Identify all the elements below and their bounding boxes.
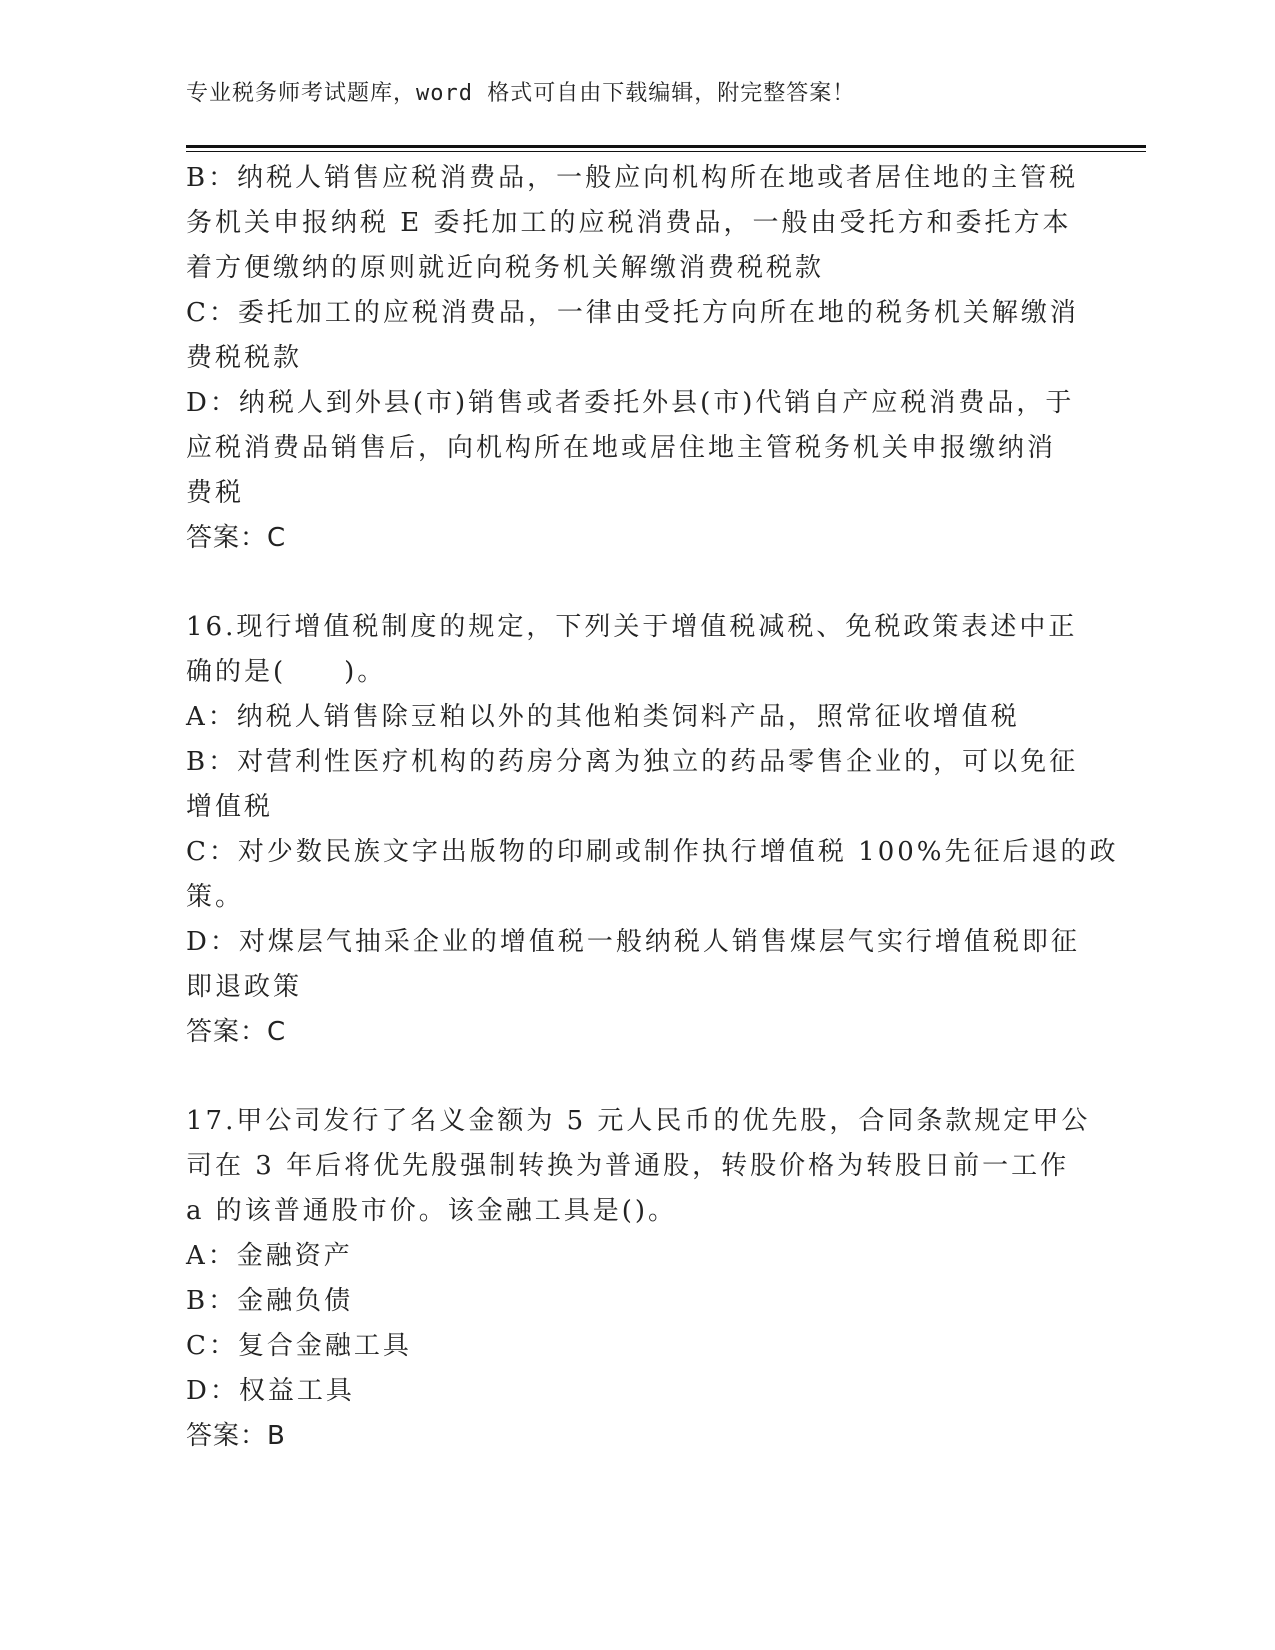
question-17	[186, 1099, 1091, 1459]
answer-16: 答案：C	[186, 1017, 287, 1047]
option-b-line-1: B：对营利性医疗机构的药房分离为独立的药品零售企业的，可以免征	[186, 747, 1079, 777]
question-16	[186, 605, 1119, 1055]
page-header: 专业税务师考试题库，word 格式可自由下载编辑，附完整答案！	[186, 81, 856, 106]
option-c-line-1: C：委托加工的应税消费品，一律由受托方向所在地的税务机关解缴消	[186, 298, 1079, 328]
option-c-line-2: 策。	[186, 882, 245, 912]
question-17-stem-line-1: 17.甲公司发行了名义金额为 5 元人民币的优先股，合同条款规定甲公	[186, 1106, 1091, 1136]
option-b-line-2: 务机关申报纳税 E 委托加工的应税消费品，一般由受托方和委托方本	[186, 208, 1072, 238]
option-b-line-3: 着方便缴纳的原则就近向税务机关解缴消费税税款	[186, 253, 825, 283]
spacer	[186, 1055, 1086, 1099]
spacer	[186, 561, 1086, 605]
option-c-line-1: C：对少数民族文字出版物的印刷或制作执行增值税 100%先征后退的政	[186, 837, 1119, 867]
option-d-line-2: 应税消费品销售后，向机构所在地或居住地主管税务机关申报缴纳消	[186, 433, 1057, 463]
header-rule-thin	[186, 151, 1146, 152]
question-17-stem-line-3: a 的该普通股市价。该金融工具是()。	[186, 1196, 678, 1226]
option-b: B：金融负债	[186, 1286, 354, 1316]
option-c: C：复合金融工具	[186, 1331, 412, 1361]
header-rule-thick	[186, 145, 1146, 148]
answer-15: 答案：C	[186, 523, 287, 553]
question-15-continuation	[186, 156, 1086, 561]
option-a: A：纳税人销售除豆粕以外的其他粕类饲料产品，照常征收增值税	[186, 702, 1020, 732]
option-d-line-3: 费税	[186, 478, 245, 508]
document-body	[186, 156, 1119, 1459]
option-d-line-1: D：纳税人到外县(市)销售或者委托外县(市)代销自产应税消费品，于	[186, 388, 1075, 418]
question-16-stem-line-2: 确的是( )。	[186, 657, 387, 687]
option-d-line-1: D：对煤层气抽采企业的增值税一般纳税人销售煤层气实行增值税即征	[186, 927, 1080, 957]
option-b-line-2: 增值税	[186, 792, 274, 822]
option-b-line-1: B：纳税人销售应税消费品，一般应向机构所在地或者居住地的主管税	[186, 163, 1079, 193]
option-c-line-2: 费税税款	[186, 343, 303, 373]
answer-17: 答案：B	[186, 1421, 286, 1451]
question-17-stem-line-2: 司在 3 年后将优先殷强制转换为普通股，转股价格为转股日前一工作	[186, 1151, 1070, 1181]
option-a: A：金融资产	[186, 1241, 353, 1271]
option-d-line-2: 即退政策	[186, 972, 303, 1002]
question-16-stem-line-1: 16.现行增值税制度的规定，下列关于增值税减税、免税政策表述中正	[186, 612, 1078, 642]
option-d: D：权益工具	[186, 1376, 355, 1406]
